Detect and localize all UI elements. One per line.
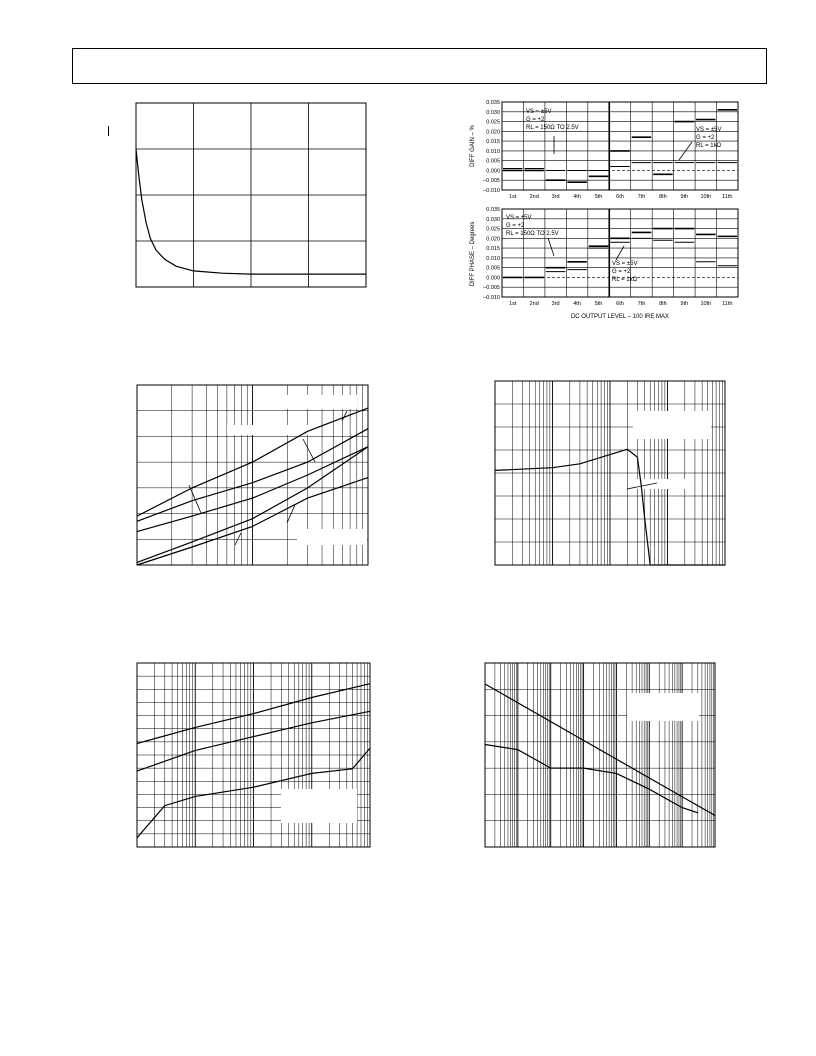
- margin-tick: [108, 126, 109, 136]
- dg-ytick-3: 0.020: [486, 129, 500, 136]
- chart-diff-gain: [464, 96, 744, 204]
- dg-ann2-l2: G = +2: [696, 135, 715, 141]
- dp-xtick-5: 6th: [616, 301, 624, 307]
- dp-xtick-8: 9th: [680, 301, 689, 307]
- dp-xtick-6: 7th: [637, 301, 646, 307]
- dg-ann2-l1: VS = ±5V: [696, 127, 722, 133]
- dp-xtick-4: 5th: [594, 301, 603, 307]
- distortion-legend-bg2: [287, 395, 357, 409]
- dp-ytick-9: –0.010: [483, 295, 500, 301]
- dp-ytick-6: 0.005: [486, 265, 500, 272]
- dg-ytick-7: 0.000: [486, 168, 500, 175]
- decay-grid: [136, 103, 366, 287]
- dp-ann1-l1: VS = ±5V: [506, 215, 532, 221]
- chart-noise: [485, 663, 715, 847]
- dg-xtick-0: 1st: [509, 194, 517, 200]
- dg-xtick-6: 7th: [637, 194, 646, 200]
- chart-diff-phase: [464, 204, 744, 320]
- dp-ytick-7: 0.000: [486, 275, 500, 282]
- dist-label-arrow-5: [235, 533, 241, 545]
- dg-ytick-2: 0.025: [486, 119, 500, 126]
- dp-xtick-0: 1st: [509, 301, 517, 307]
- dg-ytick-5: 0.010: [486, 148, 500, 155]
- diff-gain-y-ticks: [483, 100, 500, 194]
- diff-gain-ylabel: DIFF GAIN – %: [470, 125, 476, 167]
- dp-ann1-l2: G = +2: [506, 223, 525, 229]
- dp-ytick-0: 0.035: [486, 207, 500, 213]
- page-header-box: [72, 48, 767, 84]
- dg-ytick-4: 0.015: [486, 139, 500, 146]
- dp-xtick-3: 4th: [573, 301, 581, 307]
- dg-ann2-l3: RL = 1kΩ: [696, 143, 722, 149]
- chart-decay: [136, 103, 366, 287]
- chart-distortion: [137, 385, 368, 565]
- dg-xtick-9: 10th: [700, 194, 712, 200]
- chart-psrr: [137, 663, 370, 847]
- dg-ytick-8: –0.005: [483, 178, 500, 185]
- diff-phase-xlabel: DC OUTPUT LEVEL – 100 IRE MAX: [570, 314, 670, 320]
- dist-label-arrow-2: [303, 439, 315, 462]
- dg-xtick-7: 8th: [659, 194, 667, 200]
- diff-phase-x-ticks: [509, 301, 732, 307]
- noise-grid: [485, 663, 715, 847]
- diff-phase-ylabel: DIFF PHASE – Degrees: [470, 221, 476, 287]
- dp-ann1-l3: RL = 150Ω TO 2.5V: [506, 231, 559, 237]
- dg-ann1-l1: VS = ±5V: [526, 109, 552, 115]
- dp-xtick-1: 2nd: [529, 301, 539, 307]
- distortion-legend-bg3: [297, 529, 367, 545]
- dp-xtick-9: 10th: [700, 301, 712, 307]
- freq-response-grid: [495, 381, 725, 565]
- dg-xtick-1: 2nd: [529, 194, 539, 200]
- diff-phase-annotation-2: [612, 261, 638, 283]
- dg-xtick-5: 6th: [616, 194, 624, 200]
- dp-xtick-10: 11th: [722, 301, 733, 307]
- dg-ytick-9: –0.010: [483, 188, 500, 194]
- diff-phase-y-ticks: [483, 207, 500, 301]
- dp-ann1-arrow: [548, 238, 554, 256]
- dg-ytick-0: 0.035: [486, 100, 500, 106]
- dp-ytick-5: 0.010: [486, 255, 500, 262]
- noise-legend-bg: [627, 693, 699, 721]
- dp-ytick-4: 0.015: [486, 246, 500, 253]
- dp-ytick-2: 0.025: [486, 226, 500, 233]
- dp-ytick-8: –0.005: [483, 285, 500, 292]
- dg-xtick-3: 4th: [573, 194, 581, 200]
- dg-xtick-10: 11th: [722, 194, 733, 200]
- freq-response-legend-bg: [633, 411, 711, 439]
- dg-ytick-6: 0.005: [486, 158, 500, 165]
- dg-ytick-1: 0.030: [486, 109, 500, 116]
- dp-ann2-l2: G = +2: [612, 269, 631, 275]
- dp-ytick-1: 0.030: [486, 216, 500, 223]
- freq-response-label-bg: [635, 479, 691, 489]
- dp-ann2-l1: VS = ±5V: [612, 261, 638, 267]
- dp-ytick-3: 0.020: [486, 236, 500, 243]
- diff-gain-x-ticks: [509, 194, 732, 200]
- diff-gain-annotation-1: [526, 109, 579, 131]
- dg-ann1-l2: G = +2: [526, 117, 545, 123]
- noise-series-curved: [485, 745, 698, 813]
- dg-ann1-l3: RL = 150Ω TO 2.5V: [526, 125, 579, 131]
- dg-xtick-2: 3rd: [551, 194, 560, 200]
- dg-xtick-8: 9th: [680, 194, 689, 200]
- psrr-legend-bg: [281, 789, 357, 823]
- dp-xtick-2: 3rd: [551, 301, 560, 307]
- dp-xtick-7: 8th: [659, 301, 667, 307]
- diff-gain-annotation-2: [696, 127, 722, 149]
- dg-xtick-4: 5th: [594, 194, 603, 200]
- chart-freq-response: [495, 381, 725, 565]
- dp-ann2-l3: RL = 1kΩ: [612, 277, 638, 283]
- diff-phase-annotation-1: [506, 215, 559, 237]
